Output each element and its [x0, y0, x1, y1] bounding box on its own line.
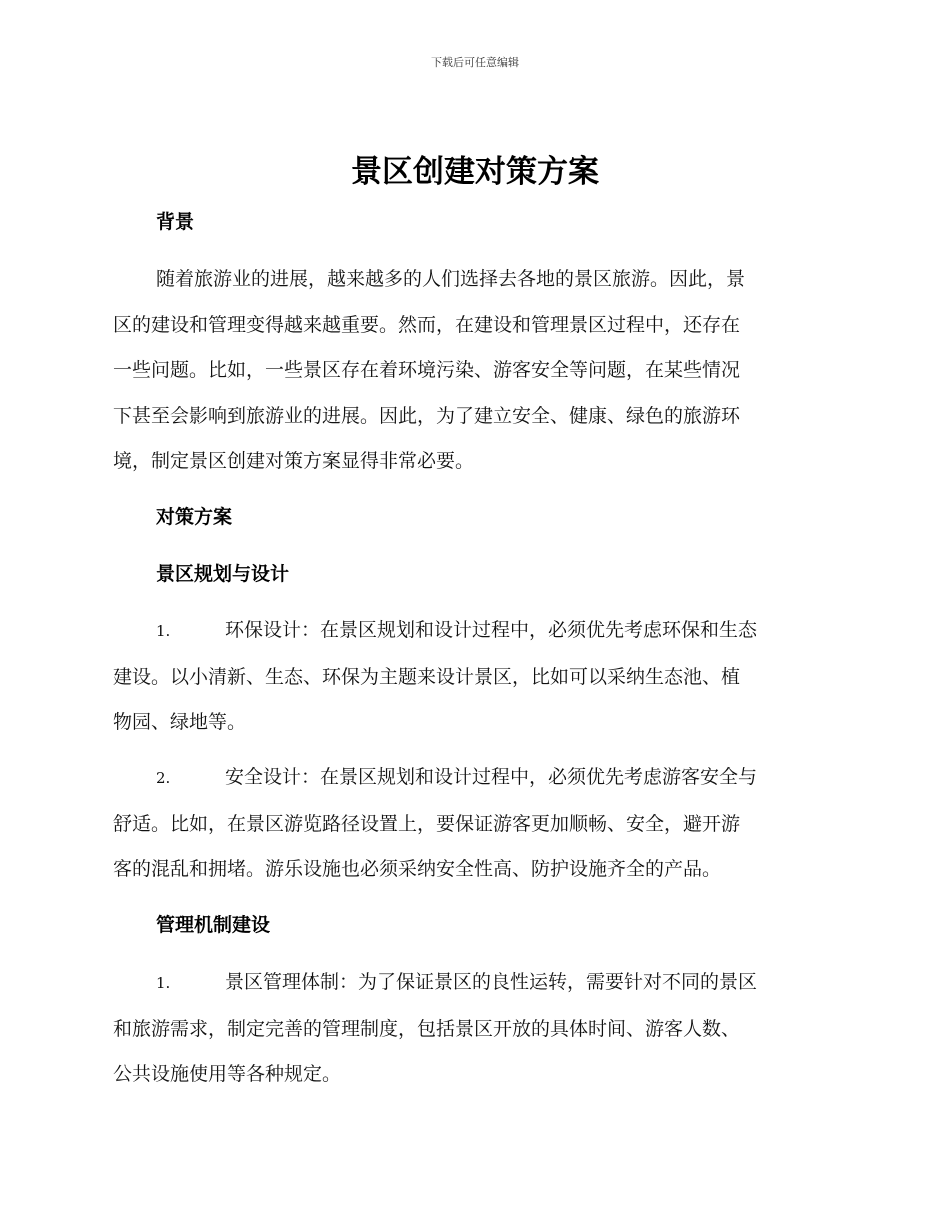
list-number: 1. — [156, 974, 171, 992]
paragraph-line: 客的混乱和拥堵。游乐设施也必须采纳安全性高、防护设施齐全的产品。 — [113, 858, 722, 881]
paragraph-line: 和旅游需求，制定完善的管理制度，包括景区开放的具体时间、游客人数、 — [113, 1017, 741, 1040]
paragraph-line: 环保设计：在景区规划和设计过程中，必须优先考虑环保和生态 — [225, 619, 758, 641]
document-title: 景区创建对策方案 — [351, 154, 599, 190]
paragraph-line: 下甚至会影响到旅游业的进展。因此，为了建立安全、健康、绿色的旅游环 — [113, 404, 741, 427]
paragraph-line: 物园、绿地等。 — [113, 711, 247, 734]
paragraph-line: 境，制定景区创建对策方案显得非常必要。 — [113, 450, 475, 473]
paragraph-line: 区的建设和管理变得越来越重要。然而，在建设和管理景区过程中，还存在 — [113, 313, 741, 336]
list-number: 2. — [156, 769, 171, 787]
paragraph-line: 舒适。比如，在景区游览路径设置上，要保证游客更加顺畅、安全，避开游 — [113, 812, 741, 835]
section-heading-strategy: 对策方案 — [156, 506, 233, 528]
paragraph-line: 一些问题。比如，一些景区存在着环境污染、游客安全等问题，在某些情况 — [113, 359, 741, 382]
background-paragraph — [113, 257, 831, 485]
paragraph-line: 随着旅游业的进展，越来越多的人们选择去各地的景区旅游。因此，景 — [156, 268, 746, 290]
planning-item-2 — [113, 755, 831, 893]
paragraph-line: 景区管理体制：为了保证景区的良性运转，需要针对不同的景区 — [225, 971, 758, 993]
planning-item-1 — [113, 608, 831, 746]
paragraph-line: 建设。以小清新、生态、环保为主题来设计景区，比如可以采纳生态池、植 — [113, 665, 741, 688]
list-item-first-line — [113, 755, 831, 802]
list-item-first-line — [113, 960, 831, 1007]
paragraph-line: 安全设计：在景区规划和设计过程中，必须优先考虑游客安全与 — [225, 766, 758, 788]
list-number: 1. — [156, 622, 171, 640]
section-heading-planning: 景区规划与设计 — [156, 563, 290, 585]
list-item-first-line — [113, 608, 831, 655]
section-heading-background: 背景 — [156, 211, 195, 233]
paragraph-line: 公共设施使用等各种规定。 — [113, 1063, 342, 1086]
management-item-1 — [113, 960, 831, 1098]
section-heading-management: 管理机制建设 — [156, 914, 271, 936]
header-note: 下载后可任意编辑 — [431, 56, 519, 69]
